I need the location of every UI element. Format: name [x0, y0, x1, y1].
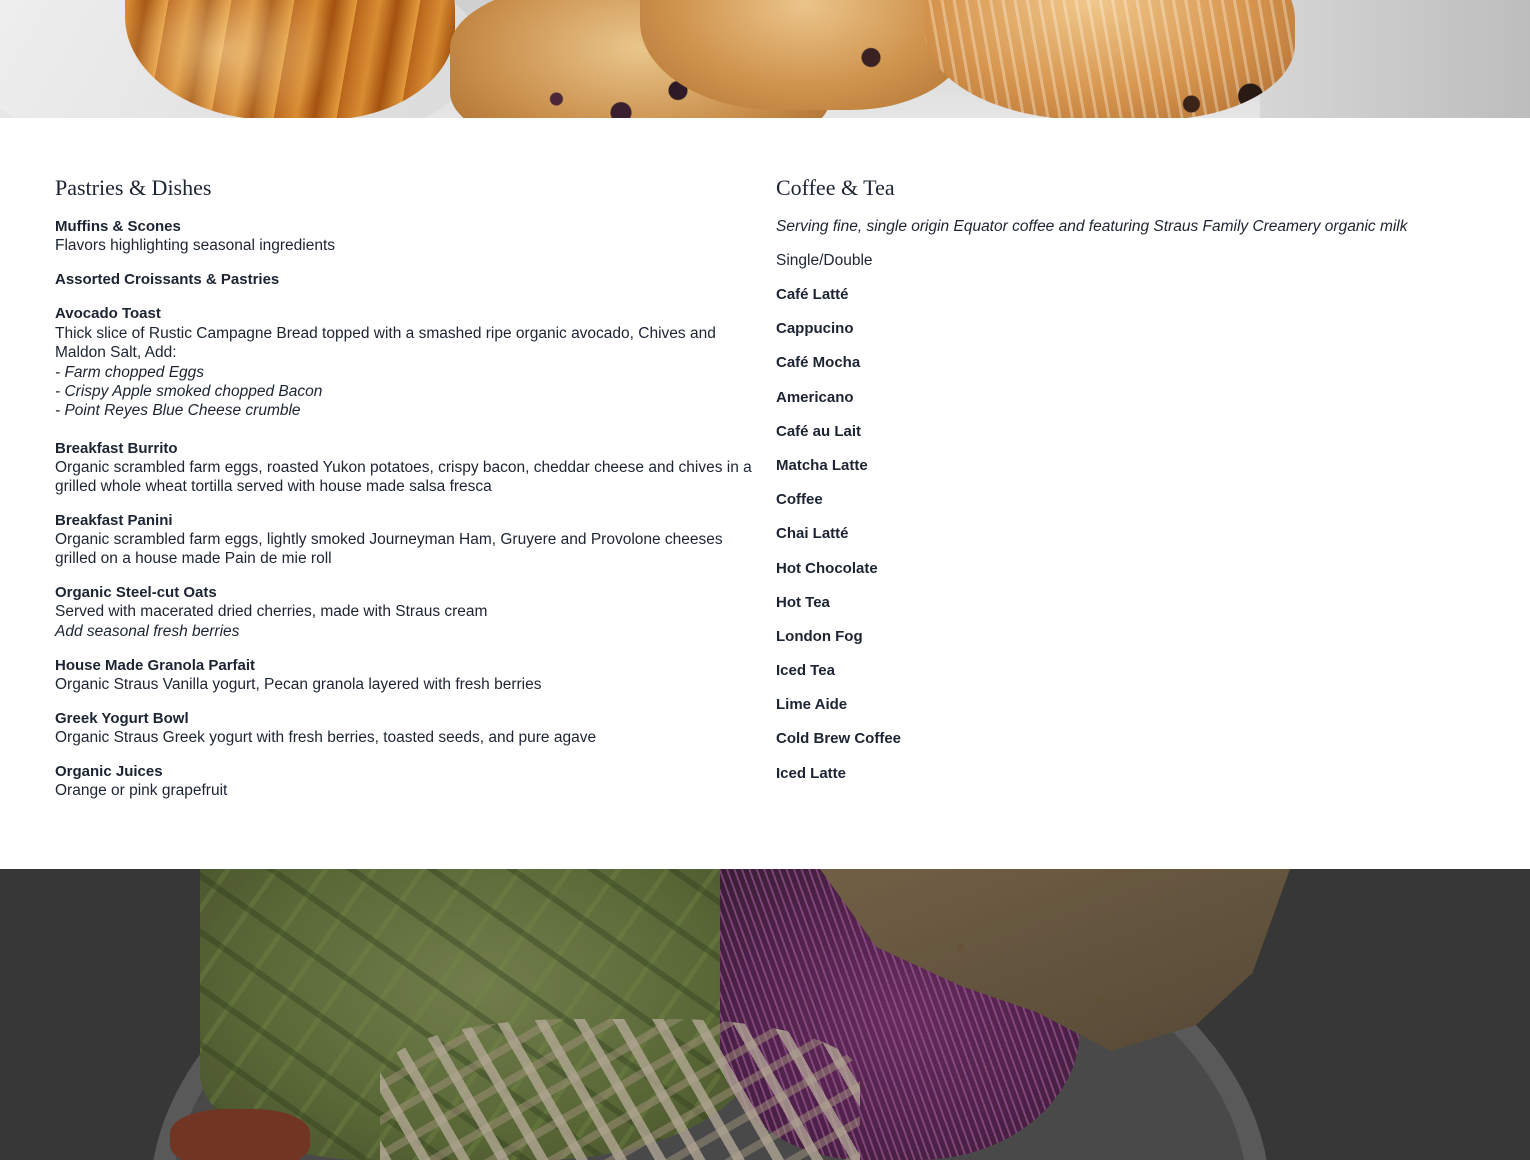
drink-item: London Fog: [776, 627, 863, 645]
menu-item: [55, 709, 755, 747]
item-description: Organic Straus Greek yogurt with fresh berries, toasted seeds, and pure agave: [55, 728, 597, 746]
item-description: Orange or pink grapefruit: [55, 782, 228, 800]
item-name: Organic Steel-cut Oats: [55, 584, 217, 602]
drink-item: Lime Aide: [776, 696, 848, 714]
menu-item: [55, 656, 755, 694]
image-overlay: [0, 869, 1530, 1160]
drink-item: Hot Tea: [776, 593, 830, 611]
addon-item: - Point Reyes Blue Cheese crumble: [55, 401, 301, 419]
drink-item: Chai Latté: [776, 525, 849, 543]
addon-text: Crispy Apple smoked chopped Bacon: [64, 382, 323, 400]
item-name: Avocado Toast: [55, 305, 161, 323]
coffee-subtitle: Serving fine, single origin Equator coffee and featuring Straus Family Creamery organic milk: [776, 218, 1408, 235]
menu-item: [55, 217, 755, 255]
addon-item: - Crispy Apple smoked chopped Bacon: [55, 382, 323, 400]
item-description: Organic scrambled farm eggs, lightly smoked Journeyman Ham, Gruyere and Provolone cheeses grilled on a house made Pain de mie roll: [55, 531, 723, 568]
menu-item: [55, 511, 755, 568]
drink-item: Iced Tea: [776, 662, 835, 680]
section-title-pastries: Pastries & Dishes: [55, 175, 212, 200]
drink-item: Cappucino: [776, 320, 854, 338]
menu-item: [55, 270, 755, 289]
coffee-section: [776, 170, 1496, 798]
item-name: Greek Yogurt Bowl: [55, 709, 189, 727]
drink-item: Café au Lait: [776, 422, 862, 440]
item-description: Organic scrambled farm eggs, roasted Yukon potatoes, crispy bacon, cheddar cheese and chives in a grilled whole wheat tortilla served with house made salsa fresca: [55, 458, 752, 495]
size-label: Single/Double: [776, 252, 873, 269]
menu-item: [55, 304, 755, 419]
menu-item: [55, 762, 755, 800]
item-name: House Made Granola Parfait: [55, 656, 256, 674]
item-description: Served with macerated dried cherries, made with Straus cream: [55, 603, 488, 621]
item-name: Assorted Croissants & Pastries: [55, 271, 280, 289]
item-name: Breakfast Panini: [55, 512, 173, 530]
drink-item: Cold Brew Coffee: [776, 730, 902, 748]
addon-text: Farm chopped Eggs: [64, 363, 205, 381]
hero-salad-image: [0, 869, 1530, 1160]
section-title-coffee: Coffee & Tea: [776, 175, 895, 200]
menu-item: [55, 439, 755, 496]
addon-item: - Farm chopped Eggs: [55, 363, 205, 381]
hero-pastries-image: [0, 0, 1530, 118]
chocolate-pastry: [925, 0, 1295, 118]
background-shade: [1260, 0, 1530, 118]
addon-text: Point Reyes Blue Cheese crumble: [64, 401, 301, 419]
item-note: Add seasonal fresh berries: [55, 622, 240, 640]
menu-item: [55, 583, 755, 640]
drink-item: Iced Latte: [776, 764, 847, 782]
item-description: Thick slice of Rustic Campagne Bread topped with a smashed ripe organic avocado, Chives and Maldon Salt, Add:: [55, 325, 716, 362]
item-name: Organic Juices: [55, 763, 163, 781]
item-name: Muffins & Scones: [55, 218, 181, 235]
drink-item: Matcha Latte: [776, 456, 868, 474]
drink-item: Café Mocha: [776, 354, 861, 372]
item-name: Breakfast Burrito: [55, 439, 178, 457]
drink-item: Coffee: [776, 491, 823, 509]
item-description: Organic Straus Vanilla yogurt, Pecan granola layered with fresh berries: [55, 675, 542, 693]
pastries-section: [55, 170, 755, 815]
drink-item: Americano: [776, 388, 854, 406]
drink-item: Hot Chocolate: [776, 559, 878, 577]
item-description: Flavors highlighting seasonal ingredients: [55, 237, 336, 254]
drink-item: Café Latté: [776, 286, 849, 303]
